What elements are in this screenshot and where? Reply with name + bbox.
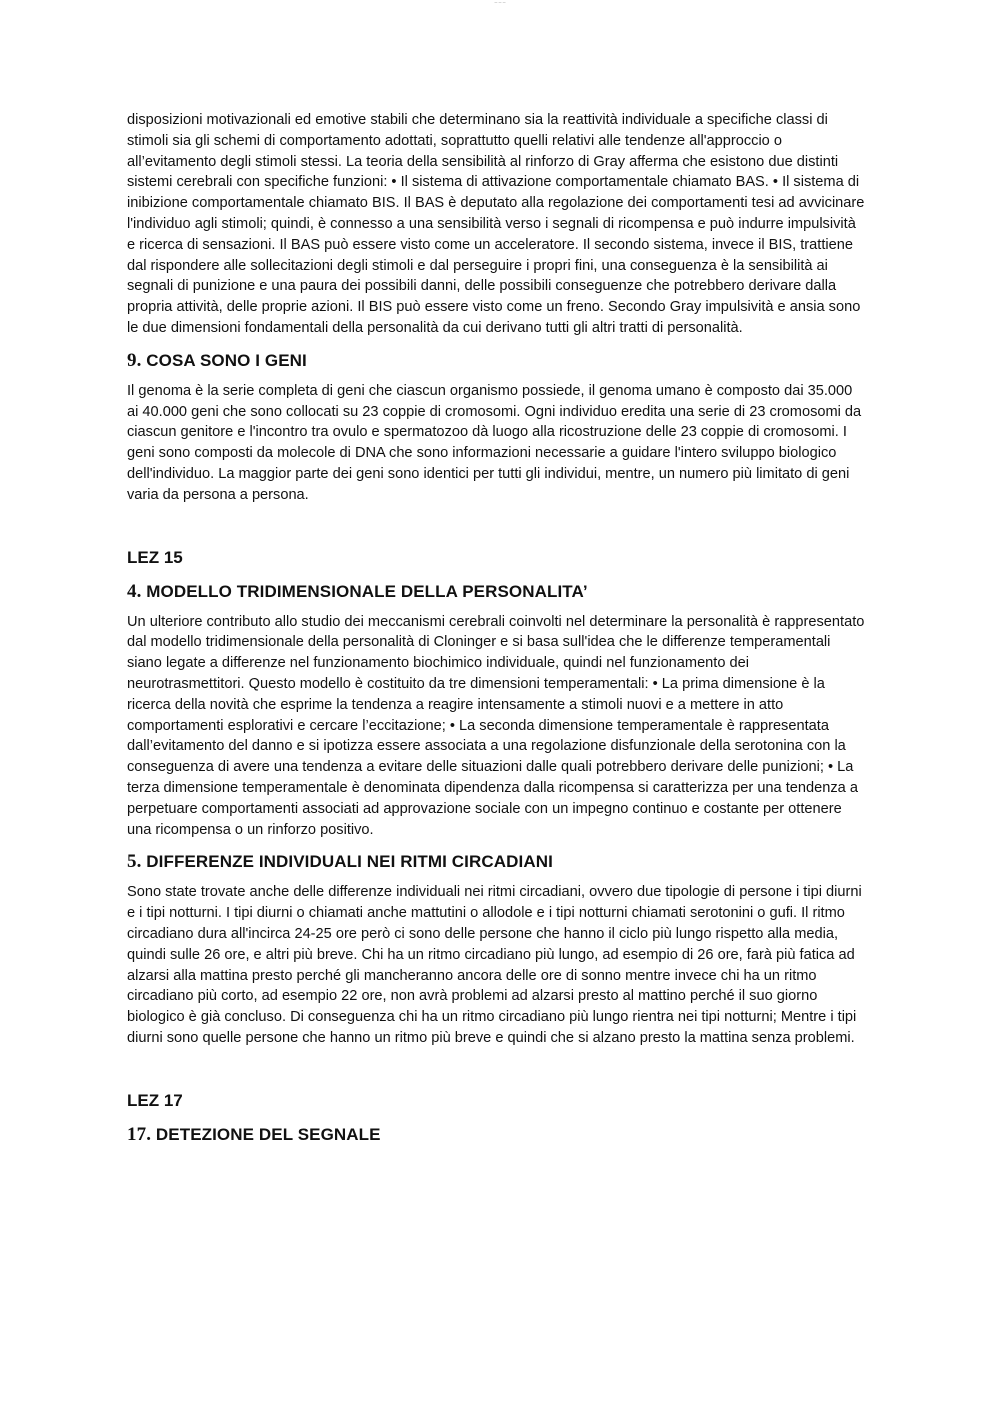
heading-number: 9.: [127, 349, 142, 371]
paragraph-ritmi: Sono state trovate anche delle differenze individuali nei ritmi circadiani, ovvero due tipologie di persone i tipi diurni e i tipi notturni. I tipi diurni o chiamati anche mattutini o allodole e i tipi notturni chiamati serotonini o gufi. Il ritmo circadiano dura all'incirca 24-25 ore però ci sono delle persone che hanno il ciclo più lungo rispetto alla media, quindi sulle 26 ore, e altri più breve. Chi ha un ritmo circadiano più lungo, ad esempio di 26 ore, farà più fatica ad alzarsi alla mattina presto perché gli mancheranno ancora delle ore di sonno mentre invece chi ha un ritmo circadiano più corto, ad esempio 22 ore, non avrà problemi ad alzarsi presto al mattino perché il suo giorno biologico è già concluso. Di conseguenza chi ha un ritmo circadiano più lungo rientra nei tipi notturni; Mentre i tipi diurni sono quelle persone che hanno un ritmo più breve e quindi che si alzano presto la mattina senza problemi.: [127, 884, 862, 1046]
intro-paragraph: disposizioni motivazionali ed emotive stabili che determinano sia la reattività individuale a specifiche classi di stimoli sia gli schemi di comportamento adottati, soprattutto quelli relativi alle tendenze all'approccio o all’evitamento degli stimoli stessi. La teoria della sensibilità al rinforzo di Gray afferma che esistono due distinti sistemi cerebrali con specifiche funzioni: • Il sistema di attivazione comportamentale chiamato BAS. • Il sistema di inibizione comportamentale chiamato BIS. Il BAS è deputato alla regolazione dei comportamenti tesi ad avvicinare l'individuo agli stimoli; quindi, è connesso a una sensibilità verso i segnali di ricompensa e può indurre impulsività e ricerca di sensazioni. Il BAS può essere visto come un acceleratore. Il secondo sistema, invece il BIS, trattiene dal rispondere alle sollecitazioni degli stimoli e dal perseguire i propri fini, una conseguenza è la sensibilità ai segnali di punizione e una paura dei possibili danni, delle possibili conseguenze che potrebbero derivare dalla propria attività, delle proprie azioni. Il BIS può essere visto come un freno. Secondo Gray impulsività e ansia sono le due dimensioni fondamentali della personalità da cui derivano tutti gli altri tratti di personalità.: [127, 112, 865, 336]
lesson-label-17: LEZ 17: [127, 1090, 183, 1110]
heading-number: 4.: [127, 580, 142, 602]
document-body: [127, 110, 867, 1147]
heading-detezione-del-segnale: [127, 1123, 867, 1147]
heading-title: COSA SONO I GENI: [146, 350, 307, 370]
paragraph-modello: Un ulteriore contributo allo studio dei meccanismi cerebrali coinvolti nel determinare la personalità è rappresentato dal modello tridimensionale della personalità di Cloninger e si basa sull'idea che le differenze temperamentali siano legate a differenze nel funzionamento biochimico individuale, quindi nel funzionamento dei neurotrasmettitori. Questo modello è costituito da tre dimensioni temperamentali: • La prima dimensione è la ricerca della novità che esprime la tendenza a reagire intensamente a stimoli nuovi e a mettere in atto comportamenti esplorativi e cercare l’eccitazione; • La seconda dimensione temperamentale è rappresentata dall’evitamento del danno e si ipotizza essere associata a una regolazione disfunzionale della serotonina con la conseguenza di avere una tendenza a evitare delle situazioni dalle quali potrebbero derivare delle punizioni; • La terza dimensione temperamentale è denominata dipendenza dalla ricompensa si caratterizza per una tendenza a perpetuare comportamenti associati ad approvazione sociale con un impegno continuo e costante per ottenere una ricompensa o un rinforzo positivo.: [127, 613, 865, 838]
heading-title: DETEZIONE DEL SEGNALE: [155, 1124, 381, 1144]
heading-ritmi-circadiani: [127, 850, 867, 874]
heading-number: 17.: [127, 1123, 152, 1145]
page-marker: – – –: [494, 0, 506, 6]
lesson-label-15: LEZ 15: [127, 547, 183, 567]
heading-cosa-sono-i-geni: [127, 349, 867, 373]
heading-number: 5.: [127, 851, 142, 873]
heading-title: MODELLO TRIDIMENSIONALE DELLA PERSONALITA’: [146, 581, 588, 601]
heading-title: DIFFERENZE INDIVIDUALI NEI RITMI CIRCADIANI: [146, 852, 553, 872]
heading-modello-tridimensionale: [127, 580, 867, 604]
paragraph-geni: Il genoma è la serie completa di geni che ciascun organismo possiede, il genoma umano è composto dai 35.000 ai 40.000 geni che sono collocati su 23 coppie di cromosomi. Ogni individuo eredita una serie di 23 cromosomi da ciascun genitore e l'incontro tra ovulo e spermatozoo dà luogo alla ricostruzione delle 23 coppie di cromosomi. I geni sono composti da molecole di DNA che sono informazioni necessarie a guidare l'intero sviluppo biologico dell'individuo. La maggior parte dei geni sono identici per tutti gli individui, mentre, un numero più limitato di geni varia da persona a persona.: [127, 382, 862, 503]
